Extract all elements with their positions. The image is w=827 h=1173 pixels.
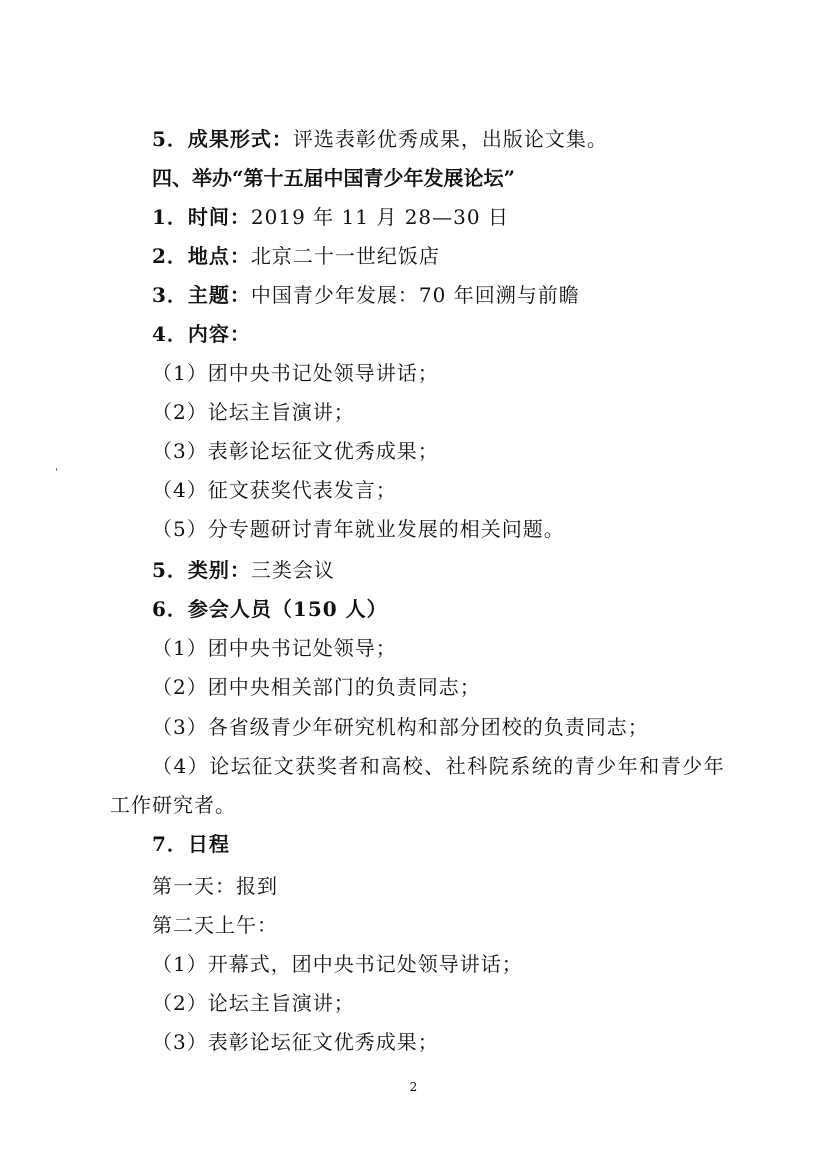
attendee-list-item: [152, 635, 397, 661]
item-text: 第二天上午：: [152, 913, 278, 937]
item-label: 5．类别：: [152, 558, 251, 582]
schedule-list-item: [152, 990, 355, 1016]
content-list-item: [152, 477, 397, 503]
page-number: 2: [409, 1080, 418, 1094]
item-5-outcome-form: [152, 126, 608, 152]
item-text: 第一天：报到: [152, 874, 278, 898]
schedule-day-1: [152, 873, 278, 899]
item-text: 评选表彰优秀成果，出版论文集。: [292, 127, 608, 151]
item-label: 7．日程: [152, 832, 230, 856]
item-7-schedule: [152, 831, 230, 857]
item-text: （4）征文获奖代表发言；: [152, 478, 397, 502]
item-text: 中国青少年发展：70 年回溯与前瞻: [250, 283, 580, 307]
item-text: （1）开幕式，团中央书记处领导讲话；: [152, 952, 523, 976]
item-text: （1）团中央书记处领导讲话；: [152, 361, 439, 385]
item-1-time: [152, 204, 509, 230]
item-text: （3）表彰论坛征文优秀成果；: [152, 439, 439, 463]
item-3-theme: [152, 282, 580, 308]
section-heading-text: 四、举办“第十五届中国青少年发展论坛”: [152, 166, 516, 190]
item-text: 工作研究者。: [110, 793, 236, 817]
content-list-item: [152, 516, 565, 542]
item-text: （3）各省级青少年研究机构和部分团校的负责同志；: [152, 715, 649, 739]
item-label: 2．地点：: [152, 244, 251, 268]
content-list-item: [152, 399, 355, 425]
section-heading-4: [152, 165, 515, 191]
item-text: 北京二十一世纪饭店: [250, 244, 440, 268]
item-2-location: [152, 243, 440, 269]
content-list-item: [152, 360, 439, 386]
item-text: （2）团中央相关部门的负责同志；: [152, 675, 481, 699]
schedule-day-2-morning: [152, 912, 278, 938]
attendee-list-item: [152, 714, 649, 740]
item-text: （2）论坛主旨演讲；: [152, 400, 355, 424]
item-text: （2）论坛主旨演讲；: [152, 991, 355, 1015]
item-label: 6．参会人员（150 人）: [152, 597, 388, 621]
item-text: （4）论坛征文获奖者和高校、社科院系统的青少年和青少年: [152, 754, 726, 778]
schedule-list-item: [152, 951, 523, 977]
content-list-item: [152, 438, 439, 464]
item-label: 1．时间：: [152, 205, 251, 229]
attendee-list-item-continued: [110, 792, 236, 818]
scan-mark: [56, 468, 57, 471]
attendee-list-item: [152, 753, 725, 779]
item-6-attendees: [152, 596, 388, 622]
item-text: （1）团中央书记处领导；: [152, 636, 397, 660]
item-text: 三类会议: [250, 558, 335, 582]
item-5-category: [152, 557, 335, 583]
item-4-content: [152, 321, 251, 347]
schedule-list-item: [152, 1029, 439, 1055]
item-label: 3．主题：: [152, 283, 251, 307]
item-text: （3）表彰论坛征文优秀成果；: [152, 1030, 439, 1054]
attendee-list-item: [152, 674, 481, 700]
item-text: （5）分专题研讨青年就业发展的相关问题。: [152, 517, 565, 541]
item-label: 5．成果形式：: [152, 127, 293, 151]
item-label: 4．内容：: [152, 322, 251, 346]
item-text: 2019 年 11 月 28—30 日: [250, 205, 509, 229]
